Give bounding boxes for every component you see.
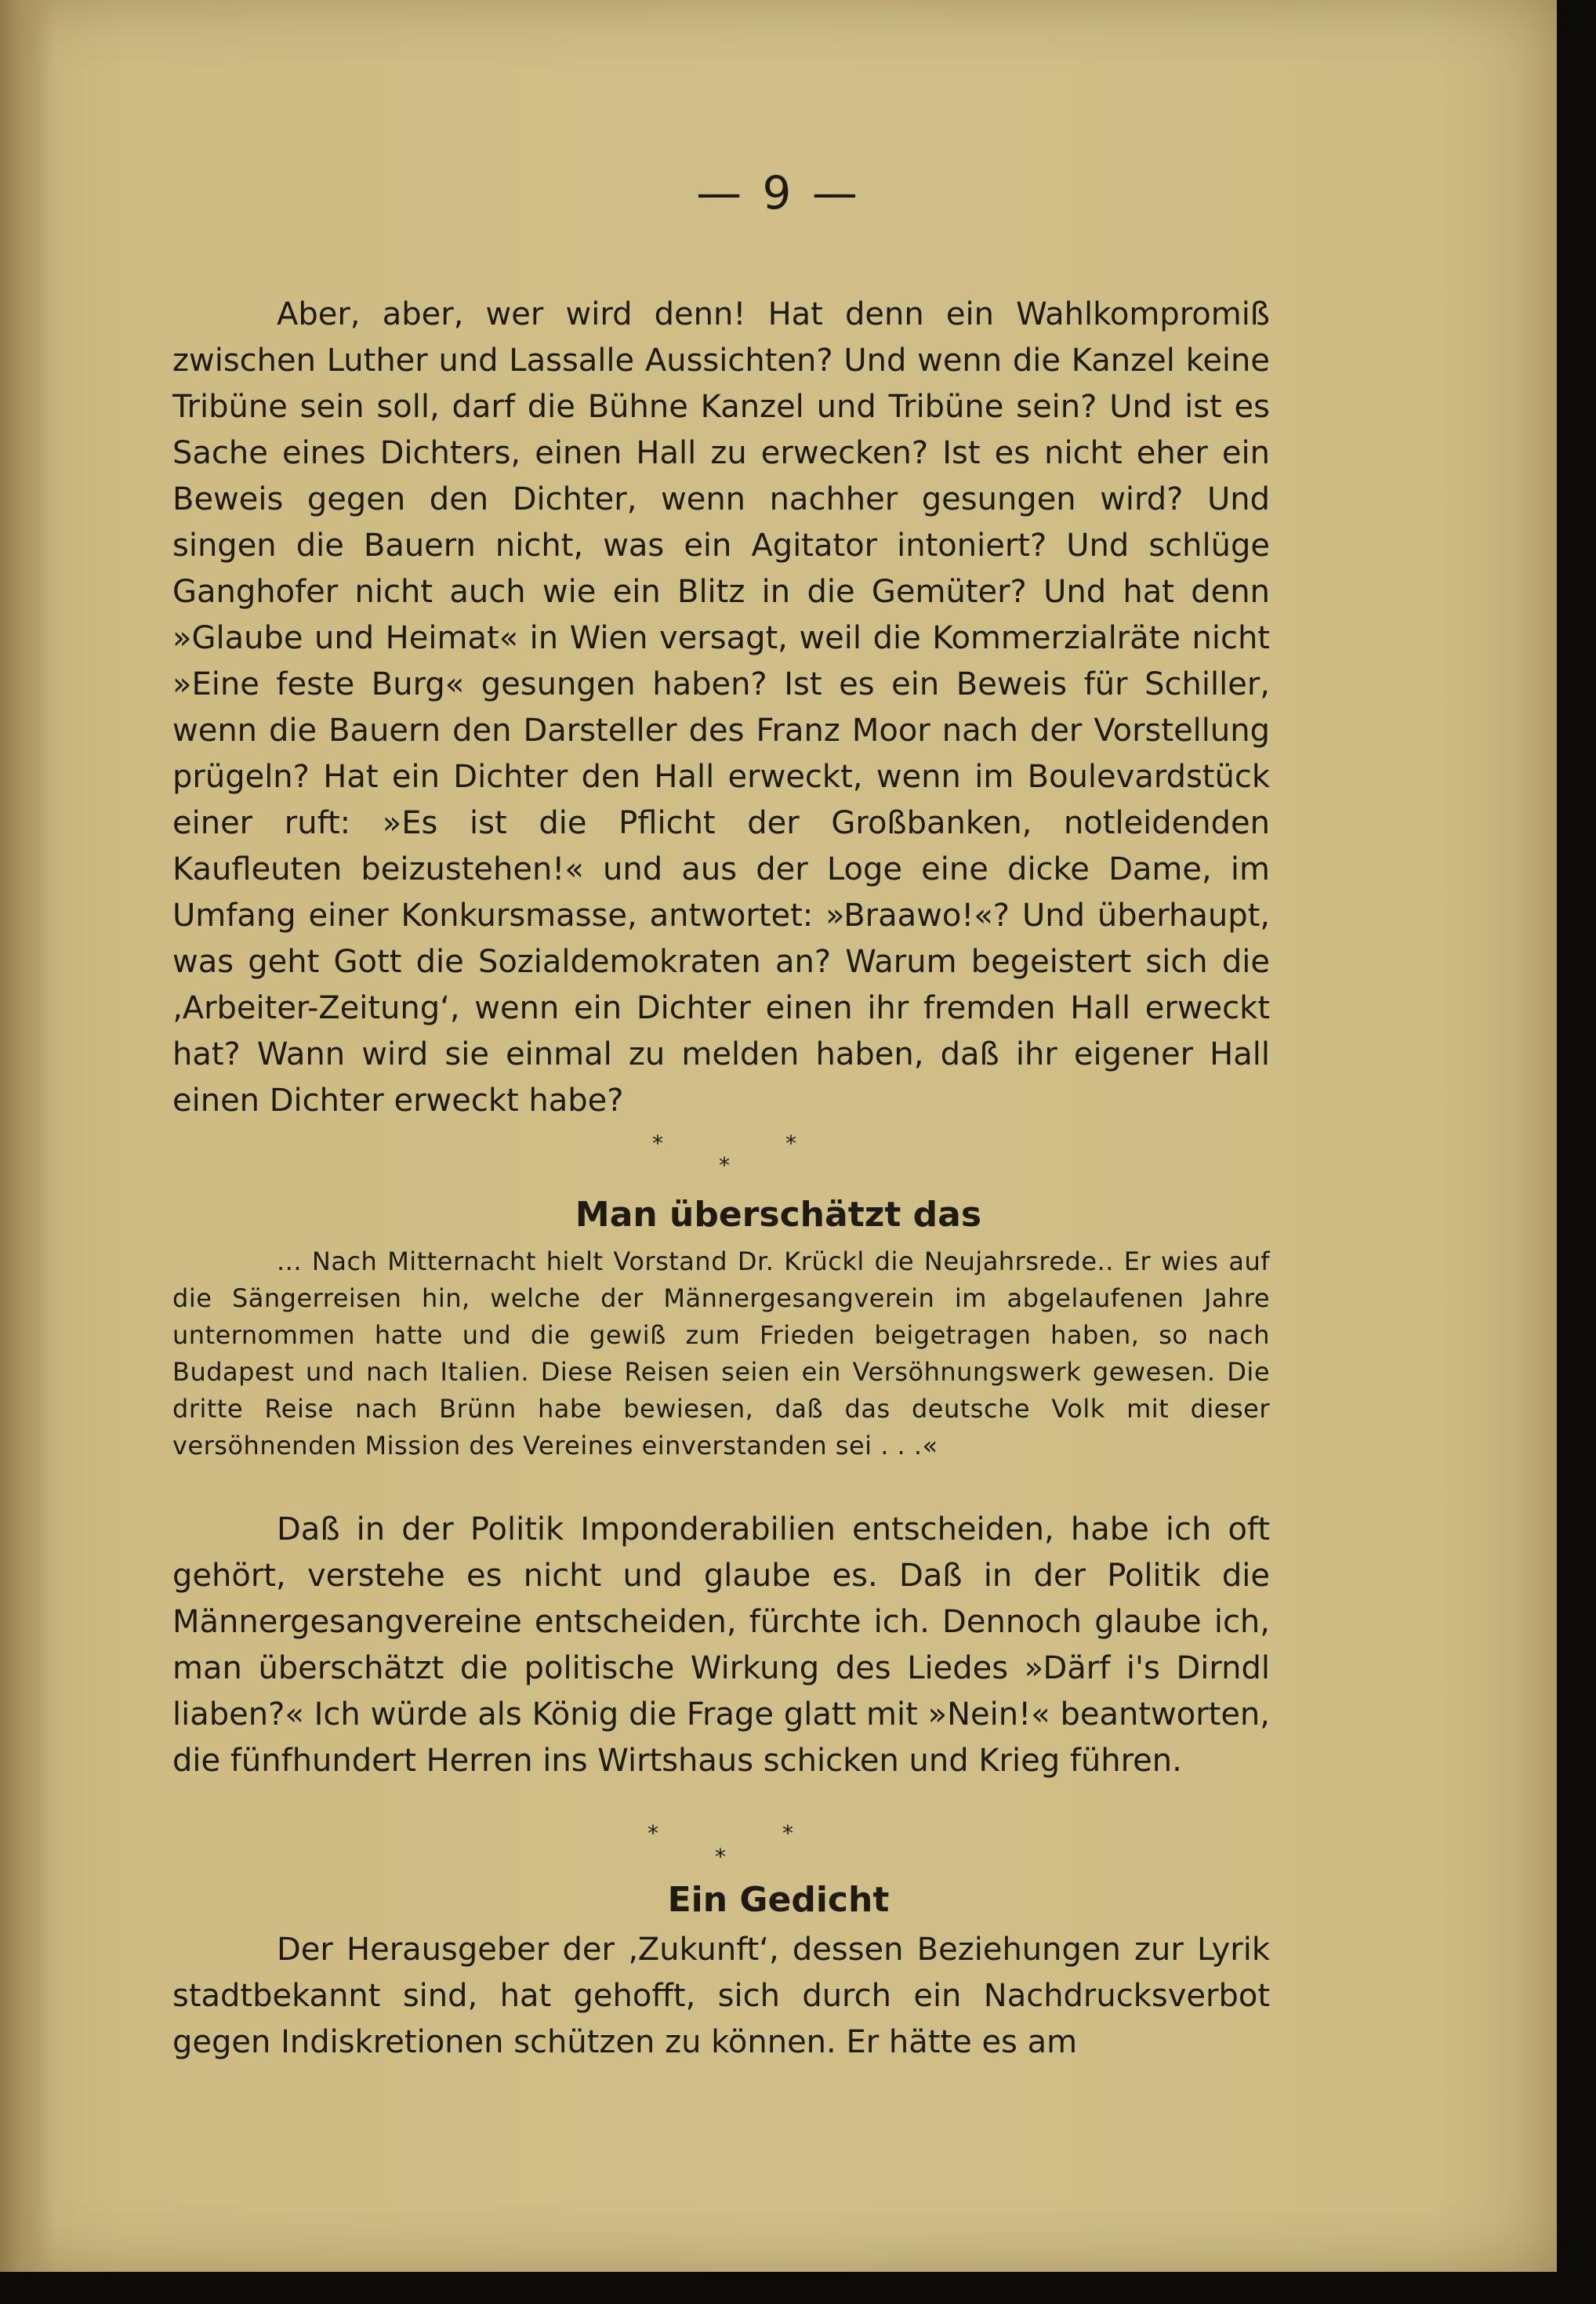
quote-block xyxy=(172,1243,1270,1502)
scan-border-right xyxy=(1557,0,1596,2304)
page-number: — 9 — xyxy=(696,166,861,220)
divider-star: * xyxy=(647,1820,658,1846)
section-title-1: Man überschätzt das xyxy=(575,1195,982,1235)
section-divider-1 xyxy=(0,1130,1557,1177)
paragraph-1-text: Aber, aber, wer wird denn! Hat denn ein Wahlkompromiß zwischen Luther und Lassalle Aussichten? Und wenn die Kanzel keine Tribüne sein soll, darf die Bühne Kanzel und Tribüne sein? Und ist es Sache eines Dichters, einen Hall zu erwecken? Ist es nicht eher ein Beweis gegen den Dichter, wenn nachher gesungen wird? Und singen die Bauern nicht, was ein Agitator intoniert? Und schlüge Ganghofer nicht auch wie ein Blitz in die Gemüter? Und hat denn »Glaube und Heimat« in Wien versagt, weil die Kommerzialräte nicht »Eine feste Burg« gesungen haben? Ist es ein Beweis für Schiller, wenn die Bauern den Darsteller des Franz Moor nach der Vorstellung prügeln? Hat ein Dichter den Hall erweckt, wenn im Boulevardstück einer ruft: »Es ist die Pflicht der Großbanken, notleidenden Kaufleuten beizustehen!« und aus der Loge eine dicke Dame, im Umfang einer Konkursmasse, antwortet: »Braawo!«? Und überhaupt, was geht Gott die Sozialdemokraten an? Warum begeistert sich die ‚Arbeiter-Zeitung‘, wenn ein Dichter einen ihr fremden Hall erweckt hat? Wann wird sie einmal zu melden haben, daß ihr eigener Hall einen Dichter erweckt habe? xyxy=(172,296,1270,1119)
scan-border-bottom xyxy=(0,2272,1596,2304)
paragraph-1 xyxy=(172,292,1270,1138)
divider-star: * xyxy=(652,1130,663,1156)
paragraph-3 xyxy=(172,1927,1270,2076)
quote-text: ... Nach Mitternacht hielt Vorstand Dr. Krückl die Neujahrsrede.. Er wies auf die Sängerreisen hin, welche der Männergesangverein im abgelaufenen Jahre unternommen hatte und die gewiß zum Frieden beigetragen haben, so nach Budapest und nach Italien. Diese Reisen seien ein Versöhnungswerk gewesen. Die dritte Reise nach Brünn habe bewiesen, daß das deutsche Volk mit dieser versöhnenden Mission des Vereines einverstanden sei . . .« xyxy=(172,1246,1270,1460)
divider-star: * xyxy=(719,1152,730,1178)
divider-star: * xyxy=(715,1844,726,1870)
section-title-2: Ein Gedicht xyxy=(667,1880,890,1920)
divider-star: * xyxy=(785,1130,796,1156)
divider-star: * xyxy=(782,1820,793,1846)
paragraph-2-text: Daß in der Politik Imponderabilien entscheiden, habe ich oft gehört, verstehe es nicht und glaube es. Daß in der Politik die Männergesangvereine entscheiden, fürchte ich. Dennoch glaube ich, man überschätzt die politische Wirkung des Liedes »Därf i's Dirndl liaben?« Ich würde als König die Frage glatt mit »Nein!« beantworten, die fünfhundert Herren ins Wirtshaus schicken und Krieg führen. xyxy=(172,1511,1270,1779)
paragraph-2 xyxy=(172,1507,1270,1836)
paragraph-3-text: Der Herausgeber der ‚Zukunft‘, dessen Beziehungen zur Lyrik stadtbekannt sind, hat gehofft, sich durch ein Nachdrucksverbot gegen Indiskretionen schützen zu können. Er hätte es am xyxy=(172,1932,1270,2060)
section-divider-2 xyxy=(0,1820,1557,1870)
